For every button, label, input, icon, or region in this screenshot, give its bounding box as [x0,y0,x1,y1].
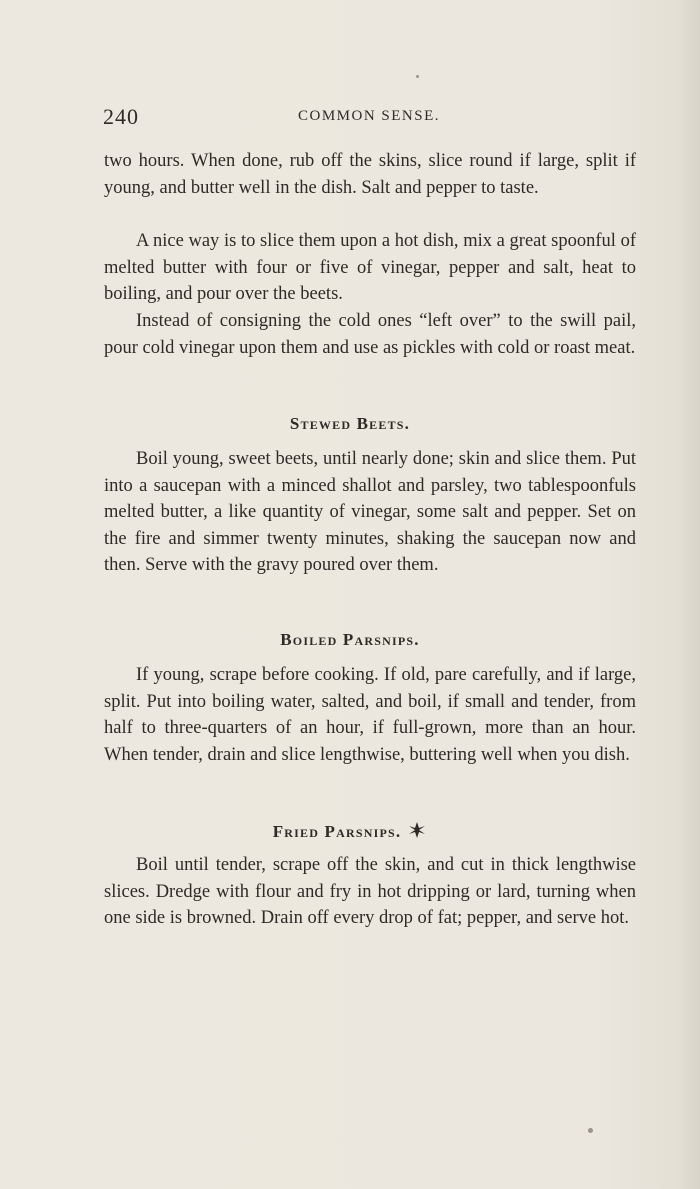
fried-parsnips-paragraph: Boil until tender, scrape off the skin, and cut in thick lengthwise slices. Dredge with flour and fry in hot dripping or lard, turning when one side is browned. Drain off every drop of fat; pepper, and serve hot. [104,855,636,929]
paper-spot [588,1128,593,1133]
page-header [103,104,643,134]
fried-parsnips-title: Fried Parsnips. [272,822,402,841]
page-number: 240 [103,104,139,129]
running-head: COMMON SENSE. [298,108,441,124]
maltese-cross-icon [407,820,427,840]
beets-paragraph-2: A nice way is to slice them upon a hot dish, mix a great spoonful of melted butter with four or five of vinegar, pepper and salt, heat to boiling, and pour over the beets. [104,231,636,305]
boiled-parsnips-heading: Boiled Parsnips. [280,630,420,649]
stewed-beets-heading: Stewed Beets. [289,414,411,433]
beets-paragraph-3: Instead of consigning the cold ones “left over” to the swill pail, pour cold vinegar upon them and use as pickles with cold or roast meat. [104,311,636,358]
fried-parsnips-heading [0,820,700,842]
stewed-beets-paragraph: Boil young, sweet beets, until nearly done; skin and slice them. Put into a saucepan with a minced shallot and parsley, two tablespoonfuls melted butter, a like quantity of vinegar, some salt and pepper. Set on the fire and simmer twenty minutes, shaking the saucepan now and then. Serve with the gravy poured over them. [104,449,636,576]
paper-speck [416,75,419,78]
boiled-parsnips-paragraph: If young, scrape before cooking. If old, pare carefully, and if large, split. Put into boiling water, salted, and boil, if small and tender, from half to three-quarters of an hour, if full-grown, more than an hour. When tender, drain and slice lengthwise, buttering well when you dish. [104,665,636,765]
beets-paragraph-1: two hours. When done, rub off the skins, slice round if large, split if young, and butter well in the dish. Salt and pepper to taste. [104,151,636,198]
